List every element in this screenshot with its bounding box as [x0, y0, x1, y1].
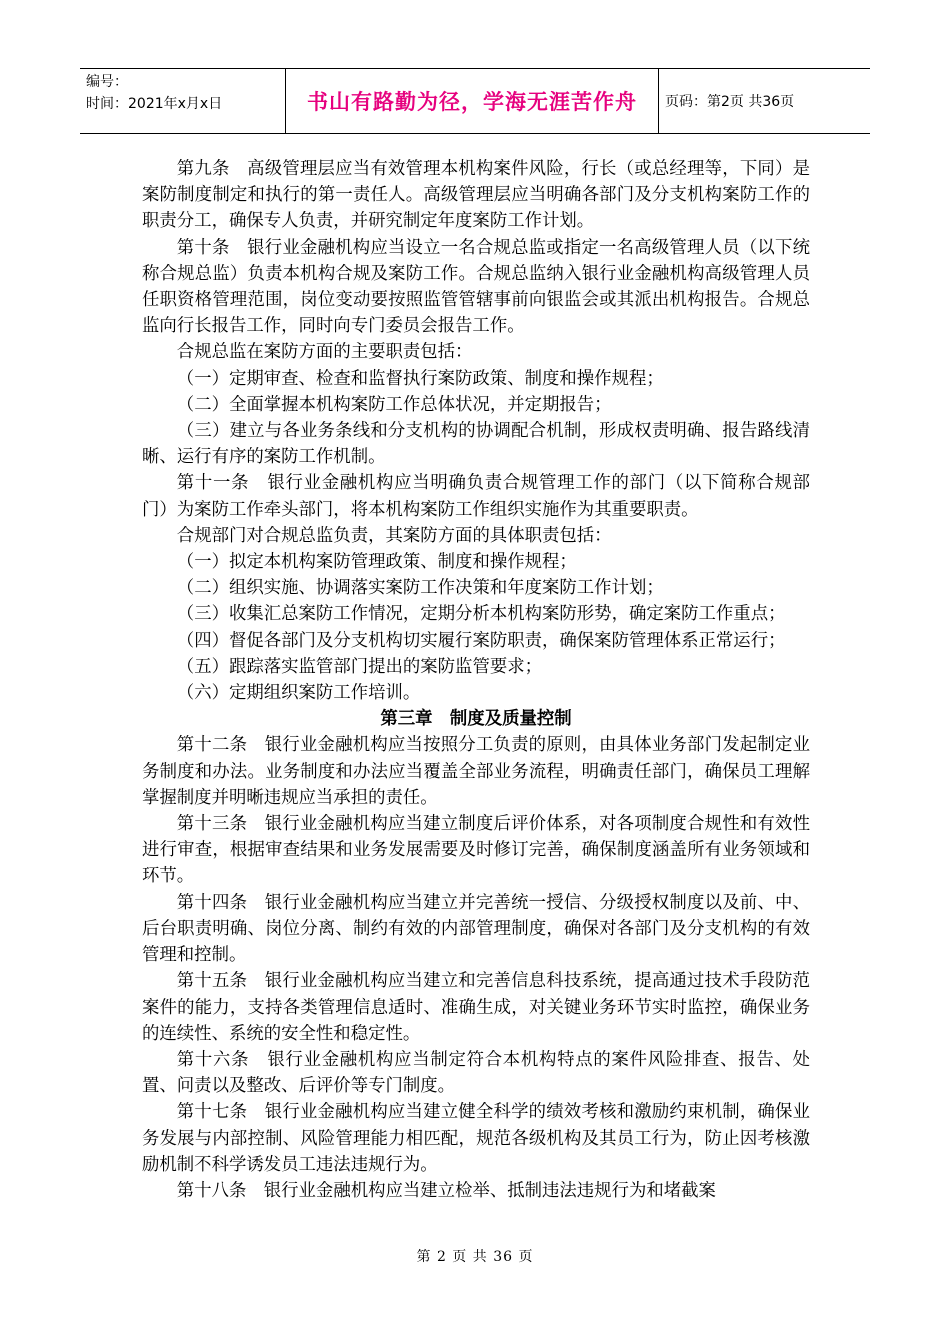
body-paragraph: （四）督促各部门及分支机构切实履行案防职责，确保案防管理体系正常运行；	[176, 630, 786, 651]
date-label: 时间：2021年x月x日	[86, 96, 223, 112]
body-paragraph: 合规部门对合规总监负责，其案防方面的具体职责包括：	[176, 525, 612, 546]
body-paragraph: 第九条 高级管理层应当有效管理本机构案件风险，行长（或总经理等，下同）是案防制度制定和执行的第一责任人。高级管理层应当明确各部门及分支机构案防工作的职责分工，确保专人负责，并研究制定年度案防工作计划。	[142, 159, 810, 232]
body-paragraph: 第十八条 银行业金融机构应当建立检举、抵制违法违规行为和堵截案	[176, 1180, 716, 1201]
body-paragraph: 第十三条 银行业金融机构应当建立制度后评价体系，对各项制度合规性和有效性进行审查，根据审查结果和业务发展需要及时修订完善，确保制度涵盖所有业务领域和环节。	[142, 814, 810, 887]
body-paragraph: （二）组织实施、协调落实案防工作决策和年度案防工作计划；	[176, 578, 664, 599]
body-paragraph: （三）建立与各业务条线和分支机构的协调配合机制，形成权责明确、报告路线清晰、运行有序的案防工作机制。	[142, 421, 810, 468]
body-paragraph: （三）收集汇总案防工作情况，定期分析本机构案防形势，确定案防工作重点；	[176, 604, 786, 625]
body-paragraph: （六）定期组织案防工作培训。	[176, 683, 421, 704]
header-motto-cell	[285, 69, 659, 133]
body-paragraph: （一）定期审查、检查和监督执行案防政策、制度和操作规程；	[176, 368, 664, 389]
body-paragraph: 第十一条 银行业金融机构应当明确负责合规管理工作的部门（以下简称合规部门）为案防工作牵头部门，将本机构案防工作组织实施作为其重要职责。	[142, 473, 810, 520]
header-page-info: 页码：第2页 共36页	[665, 94, 795, 110]
body-paragraph: 第十条 银行业金融机构应当设立一名合规总监或指定一名高级管理人员（以下统称合规总监）负责本机构合规及案防工作。合规总监纳入银行业金融机构高级管理人员任职资格管理范围，岗位变动要按照监管管辖事前向银监会或其派出机构报告。合规总监向行长报告工作，同时向专门委员会报告工作。	[142, 237, 810, 337]
number-label: 编号：	[86, 74, 128, 90]
header-page-cell	[659, 69, 870, 133]
body-paragraph: 第十七条 银行业金融机构应当建立健全科学的绩效考核和激励约束机制，确保业务发展与内部控制、风险管理能力相匹配，规范各级机构及其员工行为，防止因考核激励机制不科学诱发员工违法违规行为。	[142, 1102, 810, 1175]
body-paragraph: 第十四条 银行业金融机构应当建立并完善统一授信、分级授权制度以及前、中、后台职责明确、岗位分离、制约有效的内部管理制度，确保对各部门及分支机构的有效管理和控制。	[142, 892, 810, 966]
body-paragraph: （二）全面掌握本机构案防工作总体状况，并定期报告；	[176, 394, 612, 415]
body-paragraph: 第十二条 银行业金融机构应当按照分工负责的原则，由具体业务部门发起制定业务制度和办法。业务制度和办法应当覆盖全部业务流程，明确责任部门，确保员工理解掌握制度并明晰违规应当承担的责任。	[142, 735, 810, 808]
body-paragraph: 合规总监在案防方面的主要职责包括：	[176, 342, 473, 363]
body-paragraph: （五）跟踪落实监管部门提出的案防监管要求；	[176, 656, 543, 677]
header-left-cell	[80, 69, 285, 133]
body-paragraph: 第十五条 银行业金融机构应当建立和完善信息科技系统，提高通过技术手段防范案件的能力，支持各类管理信息适时、准确生成，对关键业务环节实时监控，确保业务的连续性、系统的安全性和稳定性。	[142, 971, 810, 1044]
document-header	[80, 68, 870, 134]
chapter-heading: 第三章 制度及质量控制	[380, 709, 572, 730]
body-paragraph: （一）拟定本机构案防管理政策、制度和操作规程；	[176, 552, 577, 573]
page-footer: 第 2 页 共 36 页	[416, 1249, 534, 1265]
header-motto: 书山有路勤为径，学海无涯苦作舟	[307, 90, 637, 114]
document-body	[142, 156, 810, 1204]
body-paragraph: 第十六条 银行业金融机构应当制定符合本机构特点的案件风险排查、报告、处置、问责以及整改、后评价等专门制度。	[142, 1049, 810, 1097]
